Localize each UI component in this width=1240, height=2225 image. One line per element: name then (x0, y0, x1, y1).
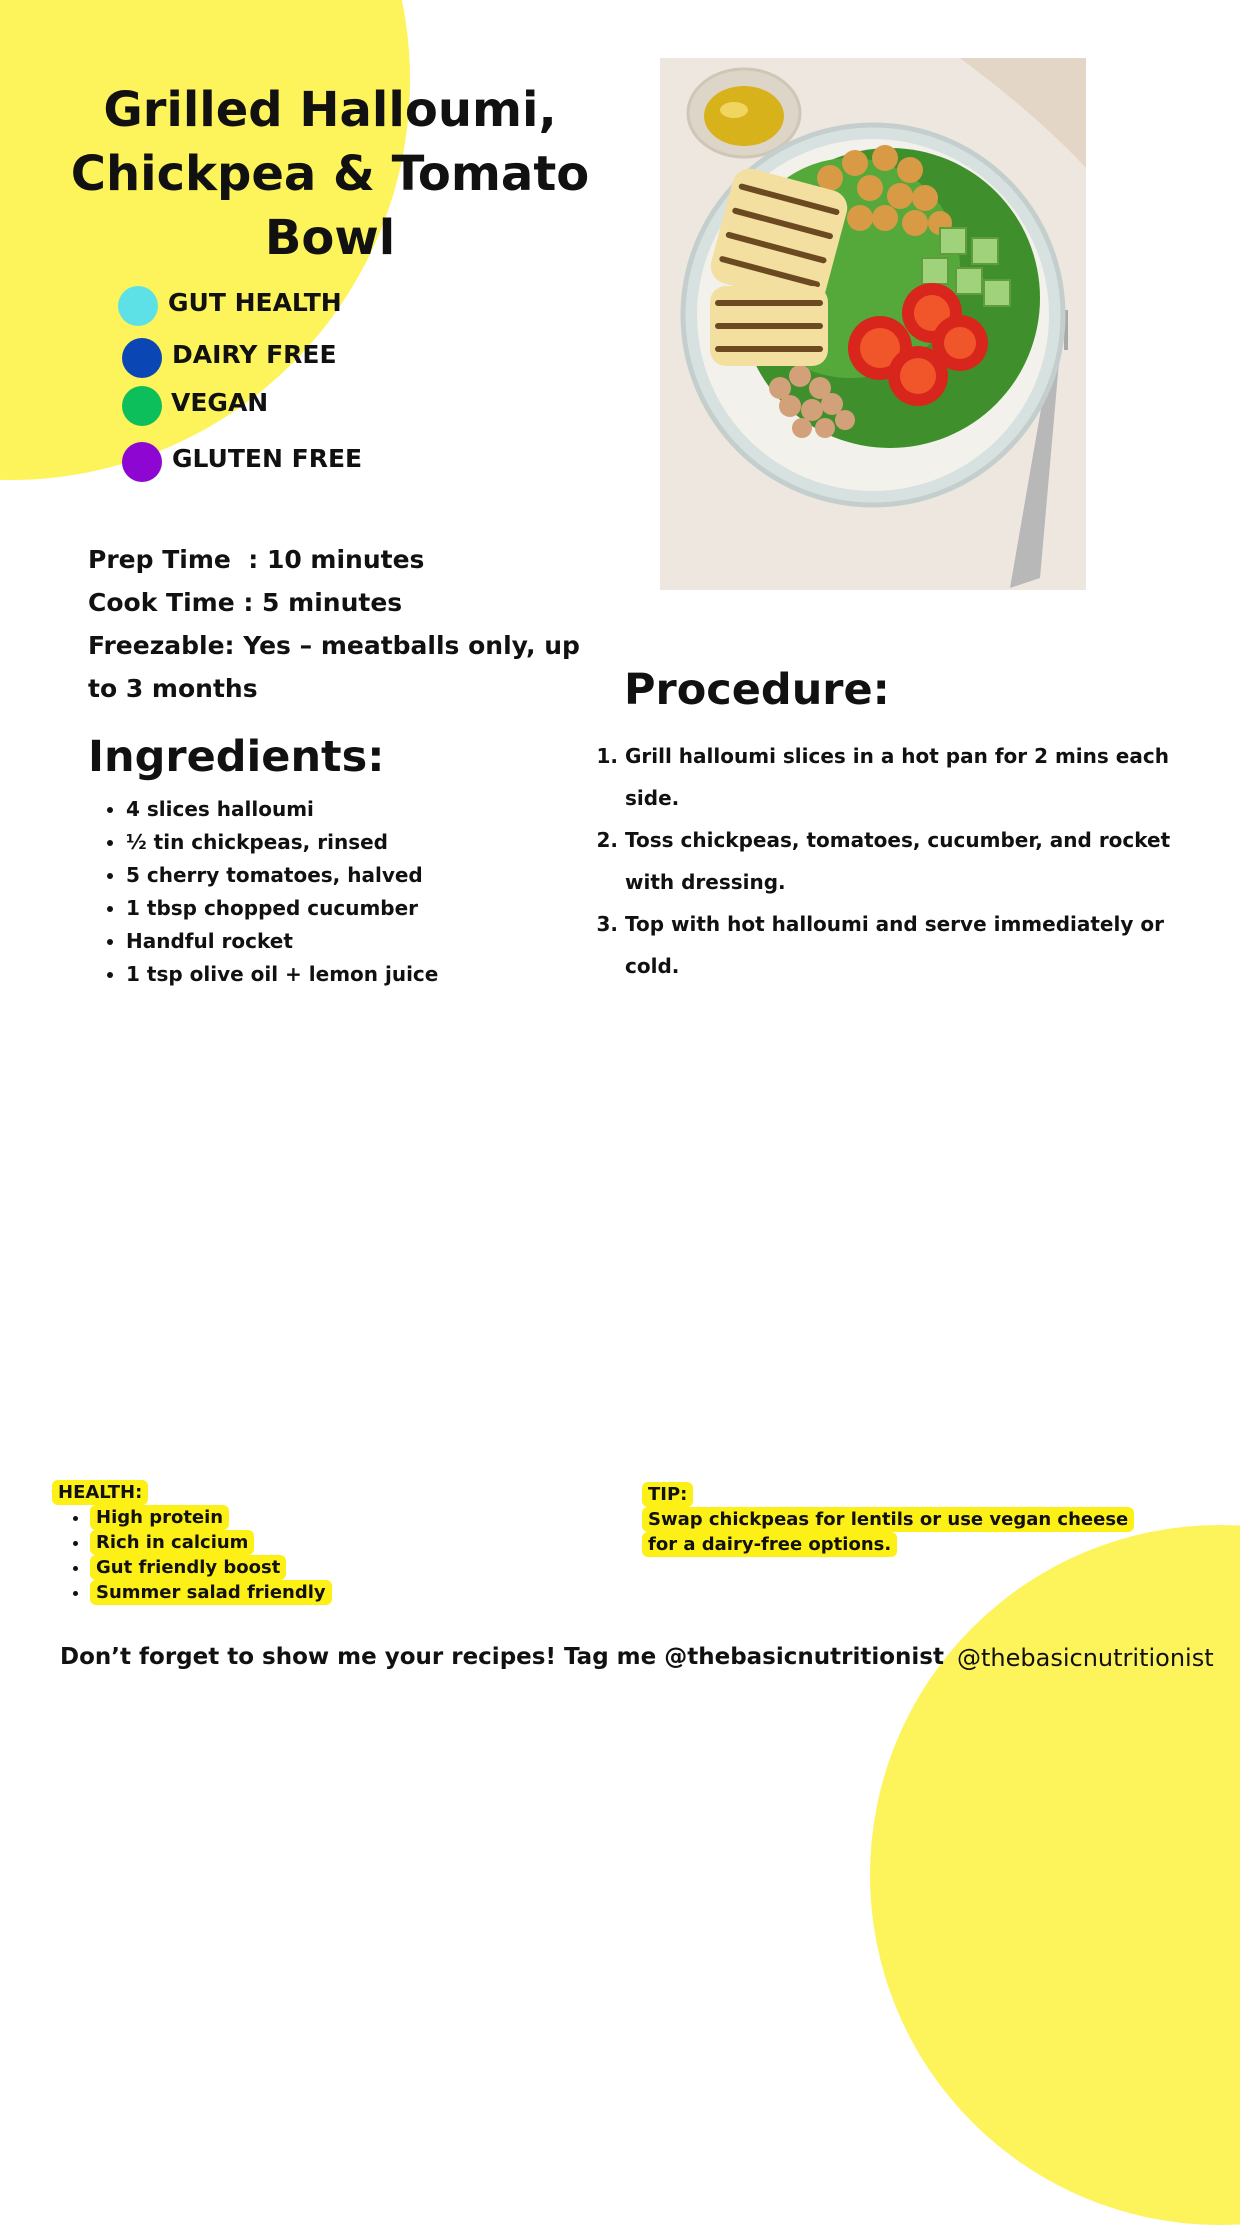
footer-cta: Don’t forget to show me your recipes! Tag me @thebasicnutritionist (60, 1644, 944, 1670)
freezable-info: Freezable: Yes – meatballs only, up to 3 months (88, 631, 580, 703)
tip-heading: TIP: (642, 1482, 693, 1507)
procedure-step: 3. Top with hot halloumi and serve immediately or cold. (625, 903, 1225, 987)
prep-time: Prep Time : 10 minutes (88, 545, 425, 574)
health-list (52, 1505, 332, 1605)
ingredients-list (88, 793, 438, 991)
procedure-heading: Procedure: (624, 665, 890, 715)
tag-label: GLUTEN FREE (172, 444, 363, 473)
yellow-circle-decoration-bottom (870, 1525, 1240, 2225)
health-item: Rich in calcium (90, 1530, 254, 1555)
tag-dot-icon (122, 442, 162, 482)
health-item: High protein (90, 1505, 229, 1530)
tag-label: GUT HEALTH (168, 288, 342, 317)
social-handle: @thebasicnutritionist (957, 1644, 1214, 1672)
tag-dot-icon (122, 386, 162, 426)
ingredient-item: • 5 cherry tomatoes, halved (126, 859, 438, 892)
procedure-step: 2. Toss chickpeas, tomatoes, cucumber, and rocket with dressing. (625, 819, 1225, 903)
tag-label: DAIRY FREE (172, 340, 337, 369)
tag-dot-icon (118, 286, 158, 326)
procedure-list (600, 735, 1225, 987)
health-item: Summer salad friendly (90, 1580, 332, 1605)
cook-time: Cook Time : 5 minutes (88, 588, 403, 617)
recipe-meta (88, 538, 588, 710)
ingredient-item: • Handful rocket (126, 925, 438, 958)
health-heading: HEALTH: (52, 1480, 148, 1505)
ingredient-item: • 1 tsp olive oil + lemon juice (126, 958, 438, 991)
ingredient-item: • 4 slices halloumi (126, 793, 438, 826)
tag-dot-icon (122, 338, 162, 378)
ingredient-item: • 1 tbsp chopped cucumber (126, 892, 438, 925)
ingredient-item: • ½ tin chickpeas, rinsed (126, 826, 438, 859)
recipe-photo (660, 58, 1086, 590)
tip-box (642, 1482, 1162, 1557)
tip-text: Swap chickpeas for lentils or use vegan cheese for a dairy-free options. (642, 1507, 1134, 1557)
health-box (52, 1480, 332, 1605)
health-item: Gut friendly boost (90, 1555, 286, 1580)
tag-label: VEGAN (171, 388, 269, 417)
procedure-step: 1. Grill halloumi slices in a hot pan for 2 mins each side. (625, 735, 1225, 819)
ingredients-heading: Ingredients: (88, 732, 385, 782)
recipe-title: Grilled Halloumi, Chickpea & Tomato Bowl (70, 82, 590, 266)
